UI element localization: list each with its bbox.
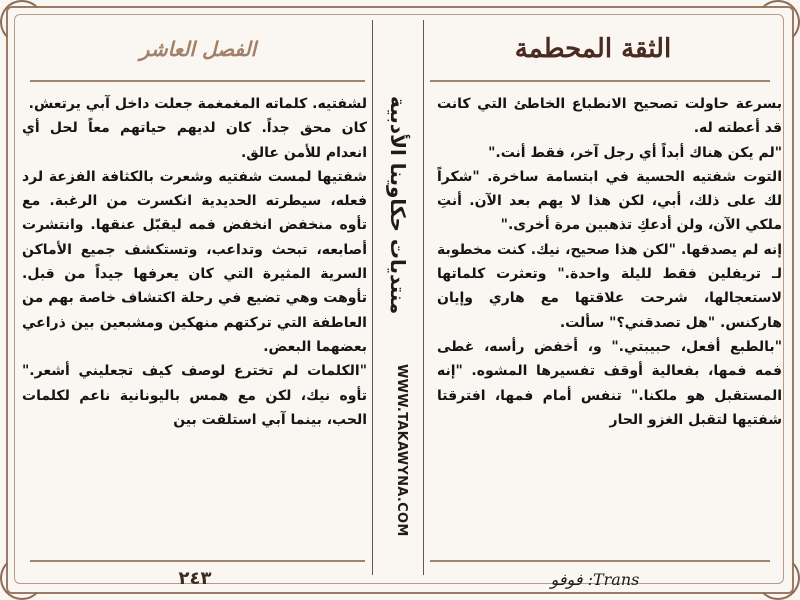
paragraph: شفتيها لمست شفتيه وشعرت بالكثافة الفزعة لرد فعله، سيطرته الحديدية انكسرت من الرغبة. مع تأوه منخفض انخفض فمه ليقبّل عنقها. وانتشرت أصابعه، تبحث وتداعب، وتستكشف جميع الأماكن السرية المثيرة التي كان يعرفها جيداً من قبل. تأوهت وهي تضيع في رحلة اكتشاف خاصة بهم من العاطفة التي تركتهم منهكين ومشبعين بين ذراعي بعضهما البعض. bbox=[22, 168, 367, 355]
paragraph: لشفتيه. كلماته المغمغمة جعلت داخل آبي يرتعش. bbox=[28, 96, 367, 112]
header-rule-left bbox=[30, 80, 365, 82]
corner-ornament bbox=[0, 556, 44, 600]
spine-site-name: منتديات حكاوينا الأدبية bbox=[386, 95, 410, 315]
paragraph: التوت شفتيه الحسية في ابتسامة ساخرة. "شكراً لك على ذلك، أبي، لكن هذا لا يهم بعد الآن. أنتِ ملكي الآن، ولن أدعكِ تذهبين مرة أخرى." bbox=[437, 168, 782, 234]
header-rule-right bbox=[430, 80, 770, 82]
chapter-title: الثقة المحطمة bbox=[514, 34, 672, 64]
paragraph: "الكلمات لم تخترع لوصف كيف تجعليني أشعر." تأوه نيك، لكن مع همس باليونانية ناعم لكلمات الحب، بينما آبي استلقت بين bbox=[22, 363, 367, 428]
corner-ornament bbox=[0, 0, 44, 44]
footer-rule-right bbox=[430, 560, 770, 562]
right-page-text bbox=[437, 92, 782, 545]
paragraph: بسرعة حاولت تصحيح الانطباع الخاطئ التي كانت قد أعطته له. bbox=[437, 96, 782, 137]
paragraph: كان محق جداً. كان لديهم حياتهم معاً لحل أي انعدام للأمن عالق. bbox=[22, 120, 367, 161]
chapter-heading: الفصل العاشر bbox=[139, 37, 257, 61]
footer-rule-left bbox=[30, 560, 365, 562]
corner-ornament bbox=[756, 556, 800, 600]
spine-url: WWW.TAKAWYNA.COM bbox=[394, 363, 409, 537]
left-page-text bbox=[22, 92, 367, 545]
page-number: ٢٤٣ bbox=[178, 568, 212, 589]
paragraph: إنه لم يصدقها. "لكن هذا صحيح، نيك. كنت مخطوبة لـ تريفلين فقط لليلة واحدة." وتعثرت كلماتها لاستعجالها، شرحت علاقتها مع هاري وإيان هاركنس. "هل تصدقني؟" سألت. bbox=[437, 241, 782, 331]
translator-credit: فوفو :Trans bbox=[550, 570, 640, 589]
corner-ornament bbox=[756, 0, 800, 44]
paragraph: "لم يكن هناك أبداً أي رجل آخر، فقط أنت." bbox=[488, 144, 782, 161]
paragraph: "بالطبع أفعل، حبيبتي." و، أخفض رأسه، غطى فمه فمها، بفعالية أوقف تفسيرها المشوه. "إنه المستقبل هو ملكنا." تنفس أمام فمها، افترقتا شفتيها لتقبل الغزو الحار bbox=[437, 338, 782, 428]
